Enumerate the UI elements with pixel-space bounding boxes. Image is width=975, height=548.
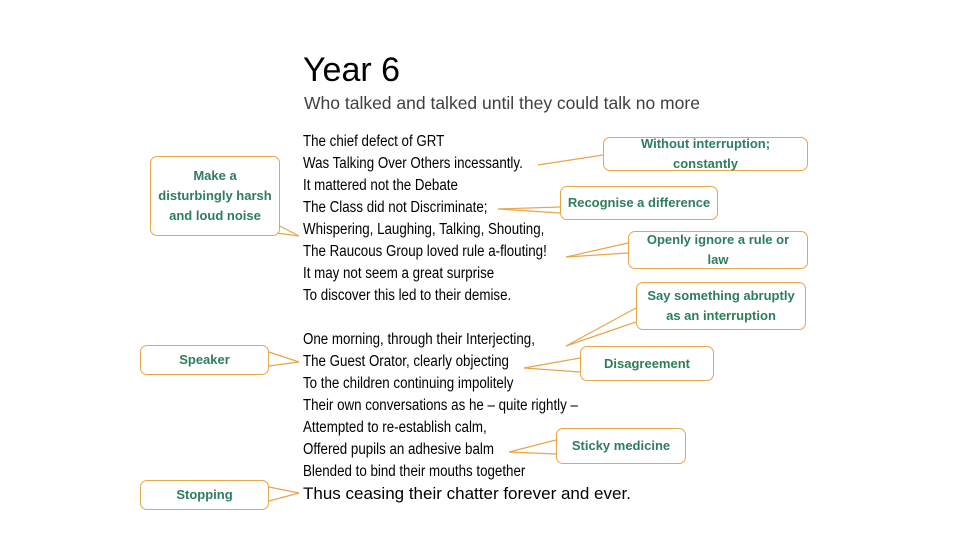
note-incessantly-text: Without interruption; constantly (640, 136, 771, 171)
stanza-break (303, 307, 585, 329)
note-sticky-text: Sticky medicine (571, 438, 671, 453)
poem-line: The Raucous Group loved rule a-flouting! (303, 243, 547, 260)
note-discriminate (560, 186, 718, 220)
poem-line: It may not seem a great surprise (303, 265, 495, 282)
poem-line: The Guest Orator, clearly objecting (303, 353, 509, 370)
note-flouting-text: Openly ignore a rule or law (646, 232, 790, 267)
note-stopping-text: Stopping (176, 487, 233, 502)
note-flouting (628, 231, 808, 269)
note-disagreement-text: Disagreement (604, 355, 690, 371)
note-raucous-text: Make a disturbingly harsh and loud noise (158, 168, 272, 223)
poem-line: It mattered not the Debate (303, 177, 458, 194)
poem-line: The Class did not Discriminate; (303, 199, 488, 216)
connector-stopping (269, 487, 299, 493)
note-interjecting (636, 282, 806, 330)
slide-subtitle: Who talked and talked until they could talk no more (304, 93, 700, 113)
note-speaker-text: Speaker (179, 352, 230, 367)
note-raucous (150, 156, 280, 236)
poem-line: The chief defect of GRT (303, 133, 445, 150)
note-stopping (140, 480, 269, 510)
poem-line: Attempted to re-establish calm, (303, 419, 487, 436)
poem-line: To discover this led to their demise. (303, 287, 512, 304)
poem-line: Their own conversations as he – quite rightly – (303, 397, 578, 414)
poem-line: Whispering, Laughing, Talking, Shouting, (303, 221, 545, 238)
connector-speaker-2 (269, 362, 299, 366)
poem-line-final: Thus ceasing their chatter forever and ever. (303, 484, 631, 503)
note-speaker (140, 345, 269, 375)
slide-title: Year 6 (303, 51, 401, 89)
poem-line: Was Talking Over Others incessantly. (303, 155, 523, 172)
note-sticky (556, 428, 686, 464)
connector-stopping-2 (269, 493, 299, 501)
poem-line: One morning, through their Interjecting, (303, 331, 535, 348)
connector-speaker (269, 352, 299, 362)
note-disagreement (580, 346, 714, 381)
note-interjecting-text: Say something abruptly as an interruption (647, 288, 795, 323)
note-incessantly (603, 137, 808, 171)
poem-line: Offered pupils an adhesive balm (303, 441, 494, 458)
poem-line: To the children continuing impolitely (303, 375, 514, 392)
note-discriminate-text: Recognise a difference (567, 195, 711, 210)
poem-line: Blended to bind their mouths together (303, 463, 526, 480)
